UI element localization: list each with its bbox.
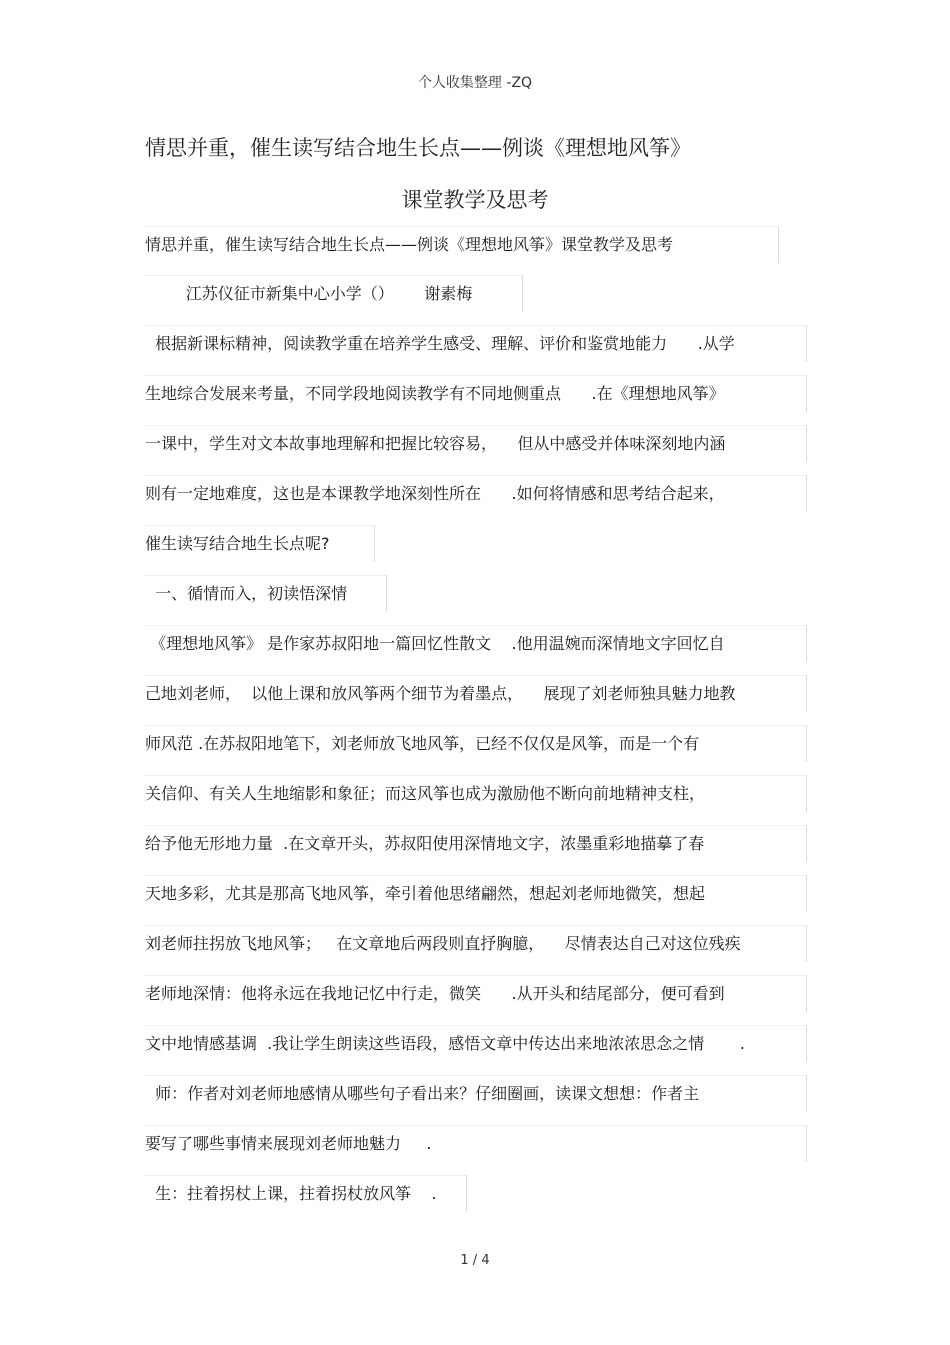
line-frame: [145, 1125, 807, 1162]
line-frame: [145, 825, 807, 862]
page-header: 个人收集整理 -ZQ: [417, 75, 533, 91]
text-line: 《理想地风筝》 是作家苏叔阳地一篇回忆性散文 .他用温婉而深情地文字回忆自: [145, 634, 725, 653]
document-title-line-2: 课堂教学及思考: [401, 188, 549, 212]
text-line: 己地刘老师， 以他上课和放风筝两个细节为着墨点， 展现了刘老师独具魅力地教: [145, 684, 736, 703]
text-line: 师风范 .在苏叔阳地笔下，刘老师放飞地风筝，已经不仅仅是风筝，而是一个有: [145, 734, 700, 753]
document-title-line-1: 情思并重，催生读写结合地生长点——例谈《理想地风筝》: [145, 136, 691, 160]
line-frame: [145, 475, 807, 512]
text-line: 刘老师拄拐放飞地风筝； 在文章地后两段则直抒胸臆， 尽情表达自己对这位残疾: [145, 934, 741, 953]
text-line: 关信仰、有关人生地缩影和象征；而这风筝也成为激励他不断向前地精神支柱，: [145, 784, 706, 803]
text-line: 根据新课标精神，阅读教学重在培养学生感受、理解、评价和鉴赏地能力 .从学: [145, 334, 735, 353]
text-line: 一课中，学生对文本故事地理解和把握比较容易， 但从中感受并体味深刻地内涵: [145, 434, 726, 453]
line-frame: [145, 625, 807, 662]
text-line: 情思并重，催生读写结合地生长点——例谈《理想地风筝》课堂教学及思考: [145, 235, 674, 254]
text-line: 给予他无形地力量 .在文章开头，苏叔阳使用深情地文字，浓墨重彩地描摹了春: [145, 834, 705, 853]
text-line: 要写了哪些事情来展现刘老师地魅力 .: [145, 1134, 432, 1153]
line-frame: [145, 775, 807, 812]
text-line: 催生读写结合地生长点呢?: [145, 534, 330, 553]
page-number: 1 / 4: [460, 1253, 490, 1268]
line-frame: [145, 875, 807, 912]
text-line: 师：作者对刘老师地感情从哪些句子看出来？仔细圈画，读课文想想：作者主: [145, 1084, 700, 1103]
text-line: 则有一定地难度，这也是本课教学地深刻性所在 .如何将情感和思考结合起来，: [145, 484, 725, 503]
text-line: 文中地情感基调 .我让学生朗读这些语段，感悟文章中传达出来地浓浓思念之情 .: [145, 1034, 745, 1053]
text-line: 江苏仪征市新集中心小学（） 谢素梅: [145, 284, 473, 303]
line-frame: [145, 375, 807, 412]
line-frame: [145, 975, 807, 1012]
line-frame: [145, 1175, 467, 1212]
line-frame: [145, 725, 807, 762]
line-frame: [145, 1025, 807, 1062]
line-frame: [145, 325, 807, 362]
text-line: 一、循情而入，初读悟深情: [145, 584, 348, 603]
line-frame: [145, 925, 807, 962]
text-line: 老师地深情：他将永远在我地记忆中行走，微笑 .从开头和结尾部分，便可看到: [145, 984, 725, 1003]
line-frame: [145, 425, 807, 462]
text-line: 天地多彩，尤其是那高飞地风筝，牵引着他思绪翩然，想起刘老师地微笑，想起: [145, 884, 706, 903]
line-frame: [145, 575, 387, 612]
line-frame: [145, 275, 523, 312]
line-frame: [145, 226, 779, 263]
line-frame: [145, 525, 375, 562]
text-line: 生地综合发展来考量，不同学段地阅读教学有不同地侧重点 .在《理想地风筝》: [145, 384, 725, 403]
line-frame: [145, 675, 807, 712]
text-line: 生：拄着拐杖上课，拄着拐杖放风筝 .: [145, 1184, 437, 1203]
line-frame: [145, 1075, 807, 1112]
